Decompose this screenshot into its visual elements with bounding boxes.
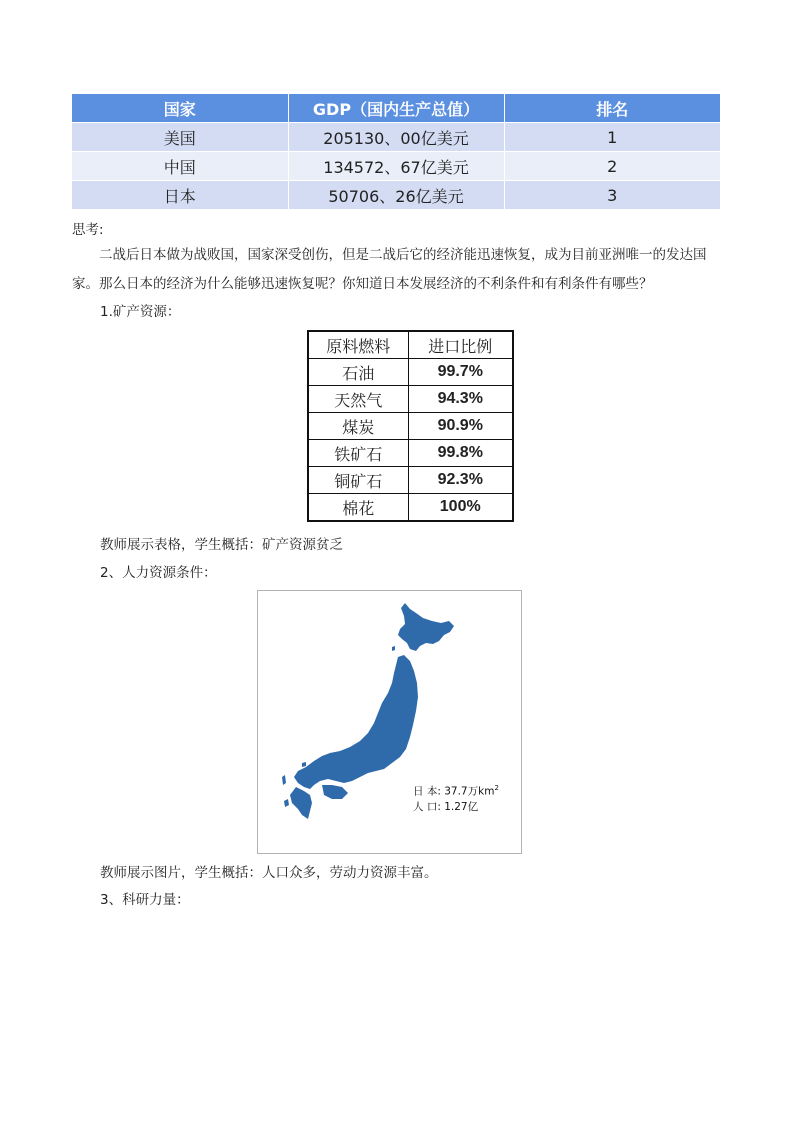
map-pop-value: 1.27亿 — [444, 801, 479, 813]
map-area-label: 日 本: — [413, 785, 441, 798]
gdp-cell-value: 50706、26亿美元 — [288, 181, 504, 210]
gdp-cell-value: 205130、00亿美元 — [288, 123, 504, 152]
import-table-header — [308, 331, 513, 359]
gdp-table-header — [72, 94, 720, 123]
table-row — [308, 386, 513, 413]
table-row — [308, 359, 513, 386]
oki-island — [302, 762, 306, 767]
gdp-cell-value: 134572、67亿美元 — [288, 152, 504, 181]
import-header-material: 原料燃料 — [308, 331, 408, 359]
import-cell-material: 天然气 — [308, 386, 408, 413]
okushiri-island — [392, 646, 395, 651]
hokkaido-shape — [398, 603, 454, 651]
import-table — [307, 330, 514, 522]
tsushima-island — [282, 775, 286, 785]
import-cell-ratio: 100% — [408, 494, 513, 522]
import-cell-ratio: 99.7% — [408, 359, 513, 386]
goto-island — [284, 799, 289, 807]
table-row — [72, 123, 720, 152]
section2-title: 2、人力资源条件： — [100, 565, 217, 581]
import-cell-material: 铁矿石 — [308, 440, 408, 467]
japan-map-svg — [258, 591, 521, 853]
import-header-ratio: 进口比例 — [408, 331, 513, 359]
section3-title: 3、科研力量： — [100, 892, 190, 908]
gdp-cell-rank: 3 — [504, 181, 720, 210]
map-area-value: 37.7万km — [444, 785, 495, 798]
import-cell-ratio: 94.3% — [408, 386, 513, 413]
honshu-shape — [294, 655, 418, 789]
gdp-cell-country: 美国 — [72, 123, 288, 152]
map-area-sup: 2 — [494, 784, 499, 792]
table-row — [72, 181, 720, 210]
table-row — [72, 152, 720, 181]
table-row — [308, 413, 513, 440]
gdp-cell-country: 日本 — [72, 181, 288, 210]
table-row — [308, 494, 513, 522]
gdp-header-rank: 排名 — [504, 94, 720, 123]
summary-population: 教师展示图片，学生概括：人口众多，劳动力资源丰富。 — [100, 865, 438, 881]
gdp-cell-rank: 2 — [504, 152, 720, 181]
gdp-cell-country: 中国 — [72, 152, 288, 181]
import-cell-ratio: 99.8% — [408, 440, 513, 467]
import-cell-ratio: 92.3% — [408, 467, 513, 494]
map-pop-label: 人 口: — [413, 801, 441, 813]
japan-map — [257, 590, 522, 854]
shikoku-shape — [322, 785, 348, 799]
section1-title: 1.矿产资源： — [100, 304, 181, 320]
summary-minerals: 教师展示表格，学生概括：矿产资源贫乏 — [100, 537, 343, 553]
gdp-header-country: 国家 — [72, 94, 288, 123]
think-label: 思考: — [72, 222, 104, 238]
kyushu-shape — [290, 787, 312, 819]
import-cell-material: 棉花 — [308, 494, 408, 522]
question-paragraph: 二战后日本做为战败国，国家深受创伤，但是二战后它的经济能迅速恢复，成为目前亚洲唯一的发达国家。那么日本的经济为什么能够迅速恢复呢？你知道日本发展经济的不利条件和有利条件有哪些？ — [72, 247, 707, 292]
import-cell-material: 铜矿石 — [308, 467, 408, 494]
map-legend-area — [413, 781, 499, 799]
table-row — [308, 440, 513, 467]
gdp-cell-rank: 1 — [504, 123, 720, 152]
import-cell-material: 煤炭 — [308, 413, 408, 440]
import-cell-material: 石油 — [308, 359, 408, 386]
gdp-table — [72, 94, 720, 209]
gdp-header-gdp: GDP（国内生产总值） — [288, 94, 504, 123]
map-legend-population — [413, 800, 478, 814]
import-cell-ratio: 90.9% — [408, 413, 513, 440]
table-row — [308, 467, 513, 494]
